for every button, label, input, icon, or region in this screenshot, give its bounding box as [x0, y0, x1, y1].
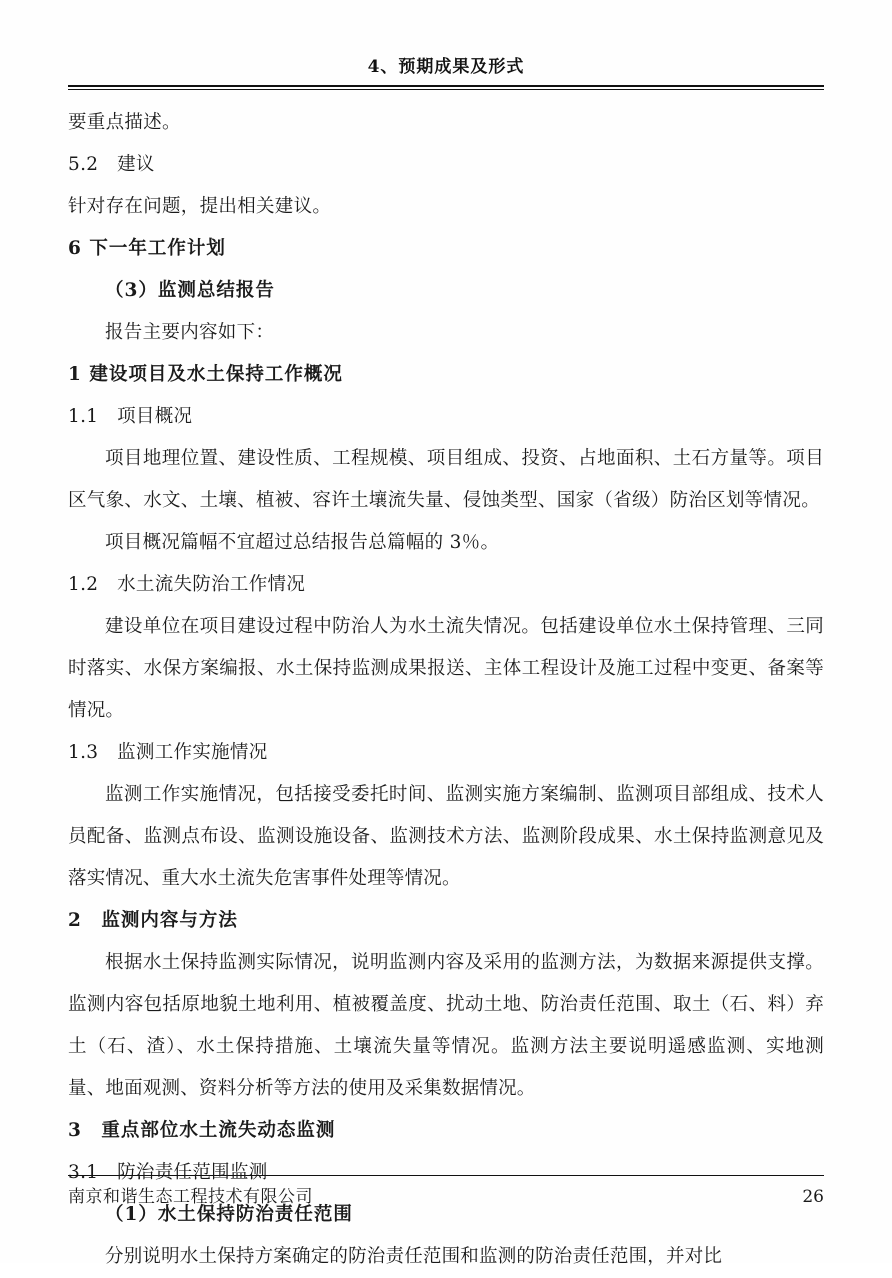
- body-line: 1.3 监测工作实施情况: [68, 742, 268, 763]
- section-subheading: （3）监测总结报告: [105, 280, 275, 301]
- body-line: 5.2 建议: [68, 154, 155, 175]
- body-paragraph: 项目地理位置、建设性质、工程规模、项目组成、投资、占地面积、土石方量等。项目区气象、水文、土壤、植被、容许土壤流失量、侵蚀类型、国家（省级）防治区划等情况。: [68, 448, 824, 511]
- body-paragraph: 分别说明水土保持方案确定的防治责任范围和监测的防治责任范围，并对比: [105, 1246, 723, 1267]
- section-heading: 2 监测内容与方法: [68, 910, 238, 931]
- header-title: 4、预期成果及形式: [367, 57, 525, 77]
- section-heading: 3 重点部位水土流失动态监测: [68, 1120, 336, 1141]
- page-number: 26: [802, 1187, 824, 1207]
- body-line: 3.1 防治责任范围监测: [68, 1162, 268, 1183]
- footer-company: 南京和谐生态工程技术有限公司: [68, 1187, 313, 1207]
- section-heading: 6 下一年工作计划: [68, 238, 226, 259]
- body-line: 要重点描述。: [68, 112, 181, 133]
- page-footer: [68, 1175, 824, 1207]
- document-body: [68, 102, 824, 1278]
- body-line: 1.1 项目概况: [68, 406, 193, 427]
- body-paragraph: 建设单位在项目建设过程中防治人为水土流失情况。包括建设单位水土保持管理、三同时落实、水保方案编报、水土保持监测成果报送、主体工程设计及施工过程中变更、备案等情况。: [68, 616, 824, 721]
- body-paragraph: 监测工作实施情况，包括接受委托时间、监测实施方案编制、监测项目部组成、技术人员配备、监测点布设、监测设施设备、监测技术方法、监测阶段成果、水土保持监测意见及落实情况、重大水土流失危害事件处理等情况。: [68, 784, 824, 889]
- section-subheading: （1）水土保持防治责任范围: [105, 1204, 353, 1225]
- page-header: [68, 52, 824, 83]
- body-paragraph: 报告主要内容如下：: [105, 322, 275, 343]
- body-paragraph: 项目概况篇幅不宜超过总结报告总篇幅的 3％。: [105, 532, 500, 553]
- footer-divider: [68, 1175, 824, 1176]
- section-heading: 1 建设项目及水土保持工作概况: [68, 364, 343, 385]
- body-line: 针对存在问题，提出相关建议。: [68, 196, 332, 217]
- body-paragraph: 根据水土保持监测实际情况，说明监测内容及采用的监测方法，为数据来源提供支撑。监测内容包括原地貌土地利用、植被覆盖度、扰动土地、防治责任范围、取土（石、料）弃土（石、渣）、水土保持措施、土壤流失量等情况。监测方法主要说明遥感监测、实地测量、地面观测、资料分析等方法的使用及采集数据情况。: [68, 952, 824, 1099]
- header-divider: [68, 85, 824, 90]
- body-line: 1.2 水土流失防治工作情况: [68, 574, 306, 595]
